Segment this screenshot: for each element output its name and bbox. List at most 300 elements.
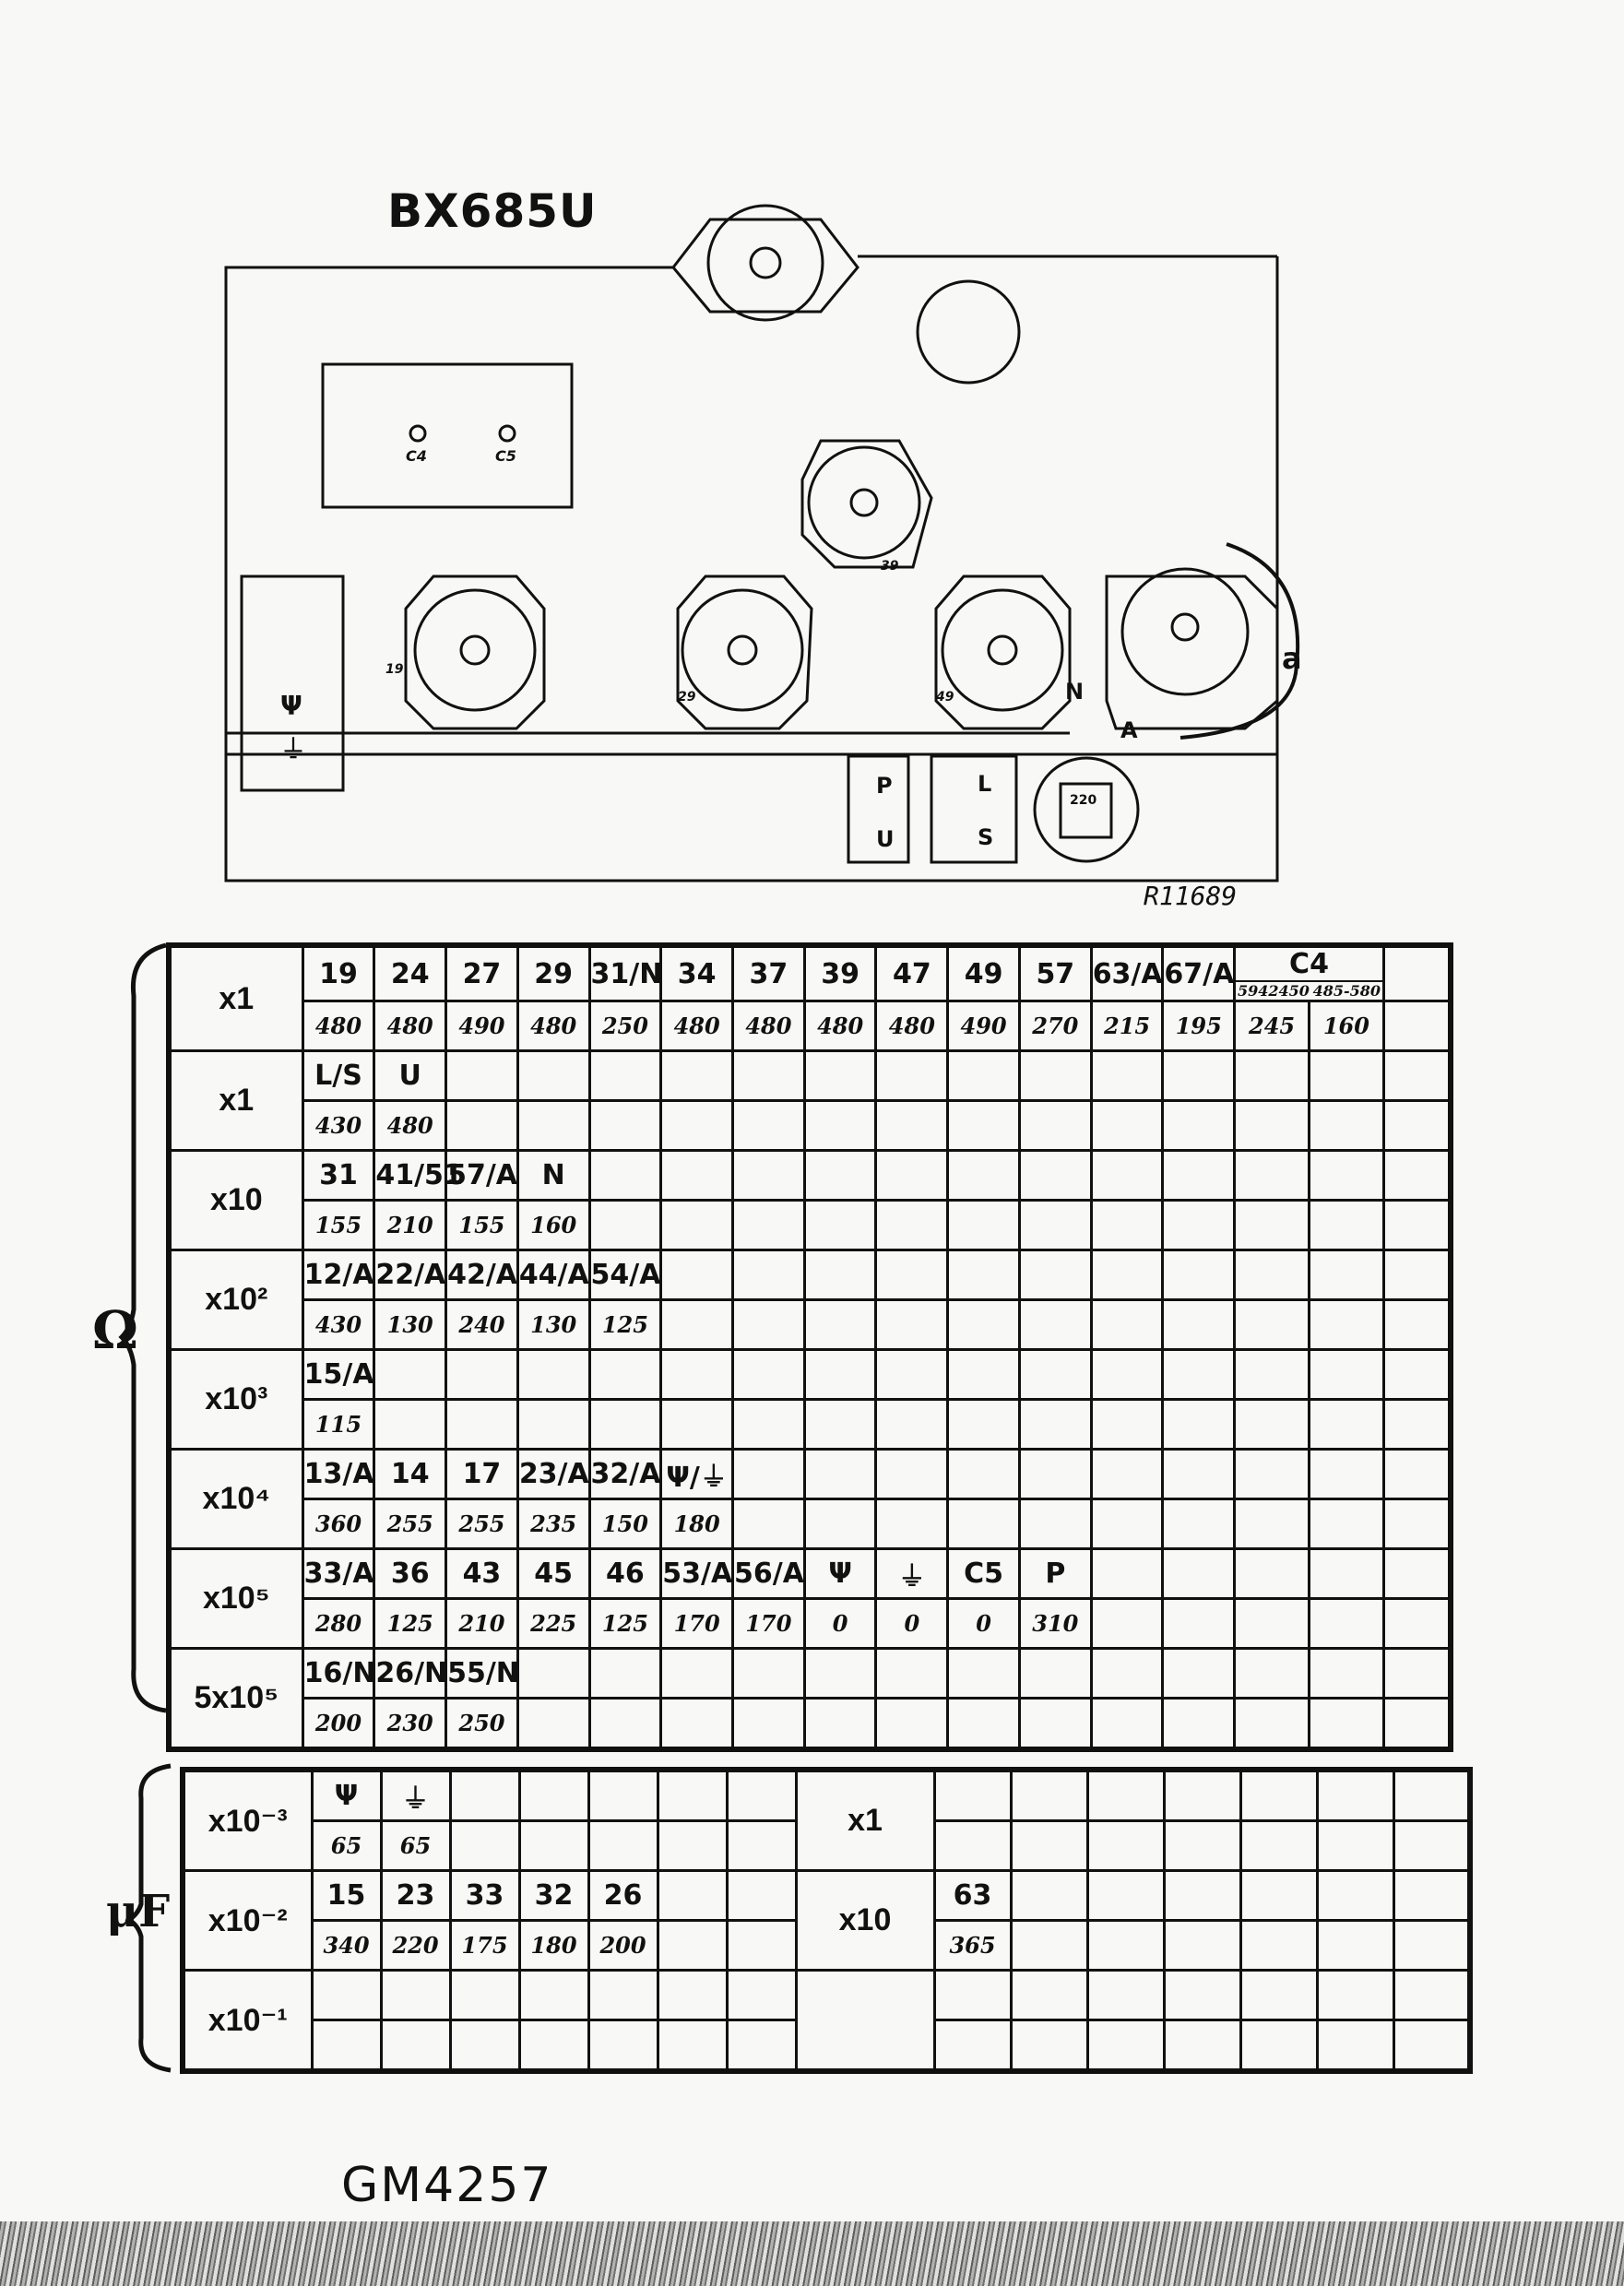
value-cell: 195 — [1163, 1001, 1235, 1051]
c5-pad-icon — [500, 426, 515, 441]
pin-cell — [1163, 1250, 1235, 1300]
value-cell — [804, 1400, 876, 1450]
pin-cell: 22/A — [374, 1250, 446, 1300]
switch-label-n: N — [1065, 679, 1085, 705]
value-cell: 270 — [1019, 1001, 1091, 1051]
value-cell: 155 — [446, 1201, 518, 1250]
pin-cell — [1011, 1871, 1087, 1921]
value-cell — [450, 2020, 519, 2072]
pin-cell — [1091, 1549, 1163, 1599]
empty-cell — [1310, 1151, 1384, 1201]
pin-cell — [733, 1649, 805, 1699]
model-title: BX685U — [387, 184, 598, 238]
pin-cell: 41/51 — [374, 1151, 446, 1201]
pin-cell: 32 — [519, 1871, 588, 1921]
table-row — [169, 1051, 1451, 1101]
pin-cell: 32/A — [589, 1450, 661, 1499]
pin-cell: 14 — [374, 1450, 446, 1499]
pin-cell — [733, 1051, 805, 1101]
empty-cell — [1383, 1699, 1451, 1750]
value-cell: 255 — [374, 1499, 446, 1549]
pin-cell — [374, 1350, 446, 1400]
value-cell: 235 — [517, 1499, 589, 1549]
right-multiplier-cell — [796, 1971, 934, 2072]
pin-cell — [1393, 1871, 1470, 1921]
pin-cell: U — [374, 1051, 446, 1101]
pin-cell — [876, 1350, 948, 1400]
table-row — [169, 1400, 1451, 1450]
c5-pad-label: C5 — [495, 447, 516, 465]
ohm-symbol: Ω — [92, 1300, 138, 1361]
pin-cell — [1019, 1051, 1091, 1101]
c4-value-cell: 245 — [1235, 1001, 1310, 1051]
value-cell — [804, 1201, 876, 1250]
pin-cell — [1019, 1151, 1091, 1201]
ls-terminal-box — [931, 756, 1016, 862]
c4-pad-label: C4 — [406, 447, 427, 465]
pin-cell: 55/N — [446, 1649, 518, 1699]
pin-cell — [658, 1971, 727, 2020]
value-cell — [1317, 2020, 1393, 2072]
empty-cell — [1235, 1101, 1310, 1151]
pin-cell: 23 — [381, 1871, 450, 1921]
value-cell: 65 — [312, 1821, 381, 1871]
value-cell — [1019, 1201, 1091, 1250]
value-cell — [1163, 1400, 1235, 1450]
value-cell — [1019, 1101, 1091, 1151]
value-cell: 240 — [446, 1300, 518, 1350]
c4-sub-labels — [1236, 980, 1382, 1000]
value-cell: 130 — [374, 1300, 446, 1350]
pin-cell: 56/A — [733, 1549, 805, 1599]
value-cell: 340 — [312, 1921, 381, 1971]
bottom-tube-label-1: 19 — [385, 662, 404, 677]
pin-cell — [1087, 1971, 1164, 2020]
pin-cell — [446, 1051, 518, 1101]
pin-cell: 16/N — [302, 1649, 374, 1699]
value-cell — [1091, 1499, 1163, 1549]
value-cell — [519, 1821, 588, 1871]
value-cell — [1393, 1821, 1470, 1871]
value-cell: 0 — [804, 1599, 876, 1649]
value-cell: 210 — [446, 1599, 518, 1649]
pin-cell: 31 — [302, 1151, 374, 1201]
multiplier-cell: x1 — [169, 1051, 302, 1151]
pin-cell — [1019, 1250, 1091, 1300]
pin-cell — [381, 1971, 450, 2020]
multiplier-cell: x10⁴ — [169, 1450, 302, 1549]
empty-cell — [1235, 1051, 1310, 1101]
terminal-u-label: U — [876, 826, 895, 852]
capacitance-table — [180, 1767, 1473, 2074]
empty-cell — [1310, 1300, 1384, 1350]
pin-cell — [517, 1649, 589, 1699]
value-cell — [1163, 1699, 1235, 1750]
table-row — [169, 1450, 1451, 1499]
value-cell — [1091, 1599, 1163, 1649]
value-cell — [1019, 1400, 1091, 1450]
empty-cell — [1235, 1549, 1310, 1599]
empty-cell — [1235, 1201, 1310, 1250]
pin-cell: 53/A — [661, 1549, 733, 1599]
value-cell — [517, 1400, 589, 1450]
value-cell: 220 — [381, 1921, 450, 1971]
pin-cell — [1019, 1350, 1091, 1400]
table-row — [169, 1699, 1451, 1750]
terminal-p-label: P — [876, 773, 893, 799]
value-cell — [804, 1300, 876, 1350]
pin-cell: C5 — [948, 1549, 1020, 1599]
multiplier-cell: x10³ — [169, 1350, 302, 1450]
pin-cell — [876, 1649, 948, 1699]
pin-cell — [804, 1250, 876, 1300]
pin-cell: 57/A — [446, 1151, 518, 1201]
pin-cell — [876, 1051, 948, 1101]
mains-voltage-label: 220 — [1070, 793, 1097, 808]
pin-cell — [658, 1770, 727, 1821]
value-cell: 200 — [588, 1921, 658, 1971]
pin-cell: 27 — [446, 945, 518, 1001]
pin-cell — [733, 1350, 805, 1400]
pin-cell: Ψ — [804, 1549, 876, 1599]
pin-cell — [727, 1971, 796, 2020]
empty-cell — [1235, 1699, 1310, 1750]
resistance-table — [166, 942, 1453, 1752]
value-cell: 130 — [517, 1300, 589, 1350]
pin-cell: 33/A — [302, 1549, 374, 1599]
value-cell — [661, 1201, 733, 1250]
value-cell — [934, 1821, 1011, 1871]
switch-arc-label: a — [1282, 641, 1302, 676]
value-cell — [876, 1101, 948, 1151]
value-cell — [661, 1400, 733, 1450]
pin-cell — [934, 1971, 1011, 2020]
value-cell — [934, 2020, 1011, 2072]
empty-cell — [1383, 1549, 1451, 1599]
value-cell: 430 — [302, 1101, 374, 1151]
value-cell — [589, 1400, 661, 1450]
wave-switch-arc-icon — [1180, 544, 1298, 738]
value-cell — [1087, 1821, 1164, 1871]
value-cell: 180 — [661, 1499, 733, 1549]
value-cell — [1393, 1921, 1470, 1971]
multiplier-cell: x10⁵ — [169, 1549, 302, 1649]
pin-cell — [733, 1450, 805, 1499]
pin-cell: N — [517, 1151, 589, 1201]
empty-cell — [1310, 1350, 1384, 1400]
table-row — [183, 1871, 1470, 1921]
pin-cell: 15/A — [302, 1350, 374, 1400]
empty-cell — [1383, 1350, 1451, 1400]
value-cell — [658, 2020, 727, 2072]
table-row — [169, 945, 1451, 1001]
value-cell: 480 — [804, 1001, 876, 1051]
empty-cell — [1235, 1400, 1310, 1450]
value-cell — [588, 2020, 658, 2072]
value-cell: 180 — [519, 1921, 588, 1971]
value-cell: 310 — [1019, 1599, 1091, 1649]
multiplier-cell: x10⁻² — [183, 1871, 312, 1971]
table-row — [169, 1499, 1451, 1549]
table-row — [183, 1770, 1470, 1821]
c4-header-cell: C4 5942450 485-580 — [1235, 945, 1384, 1001]
value-cell — [1011, 2020, 1087, 2072]
multiplier-cell: x10² — [169, 1250, 302, 1350]
pin-cell — [661, 1250, 733, 1300]
pin-cell: 43 — [446, 1549, 518, 1599]
value-cell — [804, 1499, 876, 1549]
value-cell — [1011, 1921, 1087, 1971]
table-row — [183, 1971, 1470, 2020]
value-cell — [374, 1400, 446, 1450]
empty-cell — [1383, 1300, 1451, 1350]
drawing-reference: R11689 — [1144, 881, 1238, 911]
pin-cell: 29 — [517, 945, 589, 1001]
value-cell — [1087, 1921, 1164, 1971]
pin-cell — [948, 1151, 1020, 1201]
tube-socket-19-icon — [406, 576, 544, 728]
pin-cell — [1393, 1971, 1470, 2020]
empty-cell — [1310, 1101, 1384, 1151]
value-cell: 210 — [374, 1201, 446, 1250]
pin-cell: 12/A — [302, 1250, 374, 1300]
pin-cell: 49 — [948, 945, 1020, 1001]
chassis-diagram — [0, 0, 1624, 922]
value-cell — [517, 1699, 589, 1750]
pin-cell: 33 — [450, 1871, 519, 1921]
empty-cell — [1235, 1450, 1310, 1499]
value-cell — [1163, 1599, 1235, 1649]
bottom-tube-label-3: 49 — [936, 690, 954, 705]
pin-cell — [450, 1770, 519, 1821]
value-cell — [589, 1101, 661, 1151]
multiplier-cell: x10 — [169, 1151, 302, 1250]
value-cell — [733, 1699, 805, 1750]
c4-pad-icon — [410, 426, 425, 441]
value-cell — [1317, 1921, 1393, 1971]
value-cell — [1019, 1300, 1091, 1350]
value-cell — [727, 1921, 796, 1971]
mains-selector-icon — [1035, 758, 1138, 861]
pin-cell: 26 — [588, 1871, 658, 1921]
empty-cell — [1383, 1499, 1451, 1549]
empty-cell — [1383, 1400, 1451, 1450]
value-cell: 480 — [876, 1001, 948, 1051]
footer-code: GM4257 — [341, 2158, 553, 2213]
value-cell — [1019, 1499, 1091, 1549]
pin-cell — [589, 1151, 661, 1201]
pin-cell — [1317, 1871, 1393, 1921]
pin-cell — [1393, 1770, 1470, 1821]
value-cell: 490 — [446, 1001, 518, 1051]
value-cell — [450, 1821, 519, 1871]
pin-cell — [876, 1250, 948, 1300]
pin-cell — [1317, 1971, 1393, 2020]
pin-cell — [517, 1350, 589, 1400]
pin-cell — [876, 1151, 948, 1201]
pin-cell — [733, 1250, 805, 1300]
table-row — [169, 1649, 1451, 1699]
pin-cell — [1087, 1871, 1164, 1921]
pin-cell — [1164, 1871, 1240, 1921]
pin-cell — [1011, 1971, 1087, 2020]
empty-cell — [1235, 1649, 1310, 1699]
uf-symbol: μF — [106, 1886, 171, 1937]
value-cell — [1163, 1300, 1235, 1350]
value-cell — [1019, 1699, 1091, 1750]
empty-cell — [1310, 1599, 1384, 1649]
value-cell — [1091, 1699, 1163, 1750]
value-cell — [727, 2020, 796, 2072]
scan-edge-noise — [0, 2221, 1624, 2286]
pin-cell — [661, 1051, 733, 1101]
empty-cell — [1383, 1051, 1451, 1101]
pin-cell: L/S — [302, 1051, 374, 1101]
value-cell: 250 — [589, 1001, 661, 1051]
table-row — [169, 1201, 1451, 1250]
empty-cell — [1383, 1151, 1451, 1201]
value-cell — [1091, 1400, 1163, 1450]
empty-cell — [1383, 1599, 1451, 1649]
pin-cell — [517, 1051, 589, 1101]
pin-cell: 57 — [1019, 945, 1091, 1001]
empty-cell — [1310, 1400, 1384, 1450]
empty-cell — [1383, 945, 1451, 1001]
pin-cell — [589, 1350, 661, 1400]
pin-cell: ⏚ — [381, 1770, 450, 1821]
value-cell — [948, 1400, 1020, 1450]
value-cell — [658, 1921, 727, 1971]
pin-cell — [1011, 1770, 1087, 1821]
empty-cell — [1310, 1549, 1384, 1599]
value-cell — [1163, 1201, 1235, 1250]
pin-cell — [1164, 1770, 1240, 1821]
empty-cell — [1235, 1151, 1310, 1201]
pin-cell — [446, 1350, 518, 1400]
tube-socket-right-icon — [1107, 569, 1277, 728]
value-cell — [1164, 2020, 1240, 2072]
value-cell: 150 — [589, 1499, 661, 1549]
value-cell: 360 — [302, 1499, 374, 1549]
pin-cell — [733, 1151, 805, 1201]
pin-cell: 67/A — [1163, 945, 1235, 1001]
pin-cell — [804, 1350, 876, 1400]
value-cell — [1393, 2020, 1470, 2072]
value-cell: 125 — [589, 1300, 661, 1350]
pin-cell — [1317, 1770, 1393, 1821]
value-cell: 250 — [446, 1699, 518, 1750]
terminal-l-label: L — [978, 771, 992, 797]
empty-cell — [1310, 1499, 1384, 1549]
value-cell: 125 — [374, 1599, 446, 1649]
pin-cell — [727, 1770, 796, 1821]
value-cell — [804, 1101, 876, 1151]
value-cell — [876, 1201, 948, 1250]
value-cell — [1240, 1921, 1317, 1971]
empty-cell — [1310, 1450, 1384, 1499]
value-cell: 255 — [446, 1499, 518, 1549]
pin-cell — [948, 1350, 1020, 1400]
empty-cell — [1235, 1250, 1310, 1300]
pin-cell — [1240, 1971, 1317, 2020]
pin-cell — [588, 1770, 658, 1821]
pin-cell: 13/A — [302, 1450, 374, 1499]
pin-cell: 47 — [876, 945, 948, 1001]
right-multiplier-cell: x1 — [796, 1770, 934, 1871]
pin-cell — [658, 1871, 727, 1921]
terminal-s-label: S — [978, 824, 994, 850]
value-cell: 480 — [517, 1001, 589, 1051]
pin-cell: P — [1019, 1549, 1091, 1599]
table-row — [169, 1350, 1451, 1400]
pin-cell: 19 — [302, 945, 374, 1001]
value-cell — [876, 1400, 948, 1450]
table-row — [169, 1001, 1451, 1051]
value-cell — [1011, 1821, 1087, 1871]
value-cell — [446, 1101, 518, 1151]
pin-cell — [519, 1770, 588, 1821]
pin-cell — [1091, 1450, 1163, 1499]
value-cell — [948, 1699, 1020, 1750]
value-cell: 480 — [302, 1001, 374, 1051]
value-cell — [733, 1499, 805, 1549]
value-cell — [658, 1821, 727, 1871]
value-cell — [1087, 2020, 1164, 2072]
value-cell — [1163, 1101, 1235, 1151]
value-cell: 175 — [450, 1921, 519, 1971]
pin-cell — [804, 1051, 876, 1101]
value-cell: 170 — [733, 1599, 805, 1649]
value-cell — [517, 1101, 589, 1151]
pin-cell: 23/A — [517, 1450, 589, 1499]
pin-cell — [804, 1649, 876, 1699]
value-cell — [727, 1821, 796, 1871]
value-cell — [312, 2020, 381, 2072]
value-cell — [1240, 1821, 1317, 1871]
empty-cell — [1310, 1201, 1384, 1250]
value-cell — [876, 1499, 948, 1549]
value-cell — [661, 1300, 733, 1350]
mid-tube-label: 39 — [881, 559, 899, 574]
pin-cell: 42/A — [446, 1250, 518, 1300]
terminal-antenna-label: Ψ — [280, 691, 302, 721]
value-cell — [589, 1699, 661, 1750]
pin-cell — [1091, 1350, 1163, 1400]
mid-tube-socket-icon — [802, 441, 931, 567]
value-cell: 65 — [381, 1821, 450, 1871]
switch-label-a: A — [1120, 717, 1138, 743]
value-cell — [1091, 1101, 1163, 1151]
tube-socket-49-icon — [936, 576, 1070, 728]
pin-cell: 39 — [804, 945, 876, 1001]
value-cell — [381, 2020, 450, 2072]
value-cell — [589, 1201, 661, 1250]
value-cell: 480 — [374, 1101, 446, 1151]
pin-cell: Ψ — [312, 1770, 381, 1821]
pin-cell — [1163, 1450, 1235, 1499]
value-cell: 225 — [517, 1599, 589, 1649]
pin-cell — [661, 1350, 733, 1400]
value-cell: 155 — [302, 1201, 374, 1250]
empty-cell — [1310, 1649, 1384, 1699]
empty-cell — [1235, 1350, 1310, 1400]
multiplier-cell: x1 — [169, 945, 302, 1051]
pin-cell: 17 — [446, 1450, 518, 1499]
pin-cell — [876, 1450, 948, 1499]
value-cell: 200 — [302, 1699, 374, 1750]
pin-cell — [312, 1971, 381, 2020]
table-row — [169, 1250, 1451, 1300]
